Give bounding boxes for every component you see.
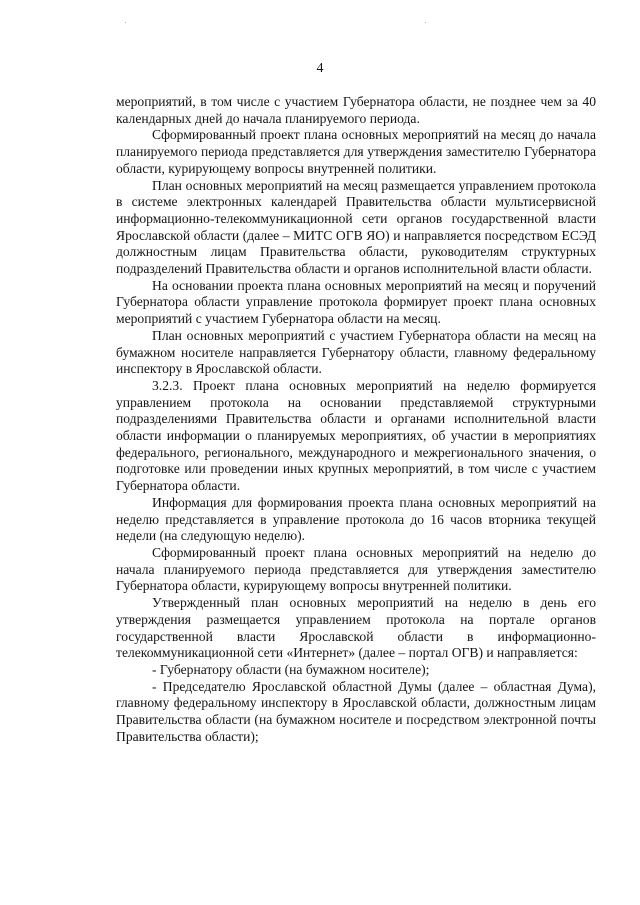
paragraph: На основании проекта плана основных мероприятий на месяц и поручений Губернатора области управление протокола формирует проект плана основных мероприятий с участием Губернатора области на месяц.: [116, 277, 596, 327]
paragraph: Утвержденный план основных мероприятий на неделю в день его утверждения размещается управлением протокола на портале органов государственной власти Ярославской области в информационно-телекоммуникационной сети «Интернет» (далее – портал ОГВ) и направляется:: [116, 595, 596, 661]
document-body: [116, 94, 596, 745]
paragraph: мероприятий, в том числе с участием Губернатора области, не позднее чем за 40 календарных дней до начала планируемого периода.: [116, 94, 596, 126]
list-item: - Председателю Ярославской областной Думы (далее – областная Дума), главному федеральному инспектору в Ярославской области, должностным лицам Правительства области (на бумажном носителе и посредством электронной почты Правительства области);: [116, 678, 596, 744]
paragraph: План основных мероприятий с участием Губернатора области на месяц на бумажном носителе направляется Губернатору области, главному федеральному инспектору в Ярославской области.: [116, 327, 596, 377]
scan-speck: [125, 22, 126, 23]
paragraph: Сформированный проект плана основных мероприятий на месяц до начала планируемого периода представляется для утверждения заместителю Губернатора области, курирующему вопросы внутренней политики.: [116, 127, 596, 176]
scan-speck: [425, 22, 426, 23]
list-item: - Губернатору области (на бумажном носителе);: [152, 661, 430, 677]
paragraph: Информация для формирования проекта плана основных мероприятий на неделю представляется в управление протокола до 16 часов вторника текущей недели (на следующую неделю).: [116, 494, 596, 544]
paragraph: 3.2.3. Проект плана основных мероприятий на неделю формируется управлением протокола на основании представляемой структурными подразделениями Правительства области и органами исполнительной власти области информации о планируемых мероприятиях, об участии в мероприятиях федерального, регионального, международного и межрегионального значения, о подготовке или проведении иных крупных мероприятий, в том числе с участием Губернатора области.: [116, 377, 596, 494]
page-number: 4: [316, 61, 324, 76]
paragraph: Сформированный проект плана основных мероприятий на неделю до начала планируемого периода представляется для утверждения заместителю Губернатора области, курирующему вопросы внутренней политики.: [116, 544, 596, 594]
paragraph: План основных мероприятий на месяц размещается управлением протокола в системе электронных календарей Правительства области мультисервисной информационно-телекоммуникационной сети органов государственной власти Ярославской области (далее – МИТС ОГВ ЯО) и направляется посредством ЕСЭД должностным лицам Правительства области, руководителям структурных подразделений Правительства области и органов исполнительной власти области.: [116, 177, 596, 277]
